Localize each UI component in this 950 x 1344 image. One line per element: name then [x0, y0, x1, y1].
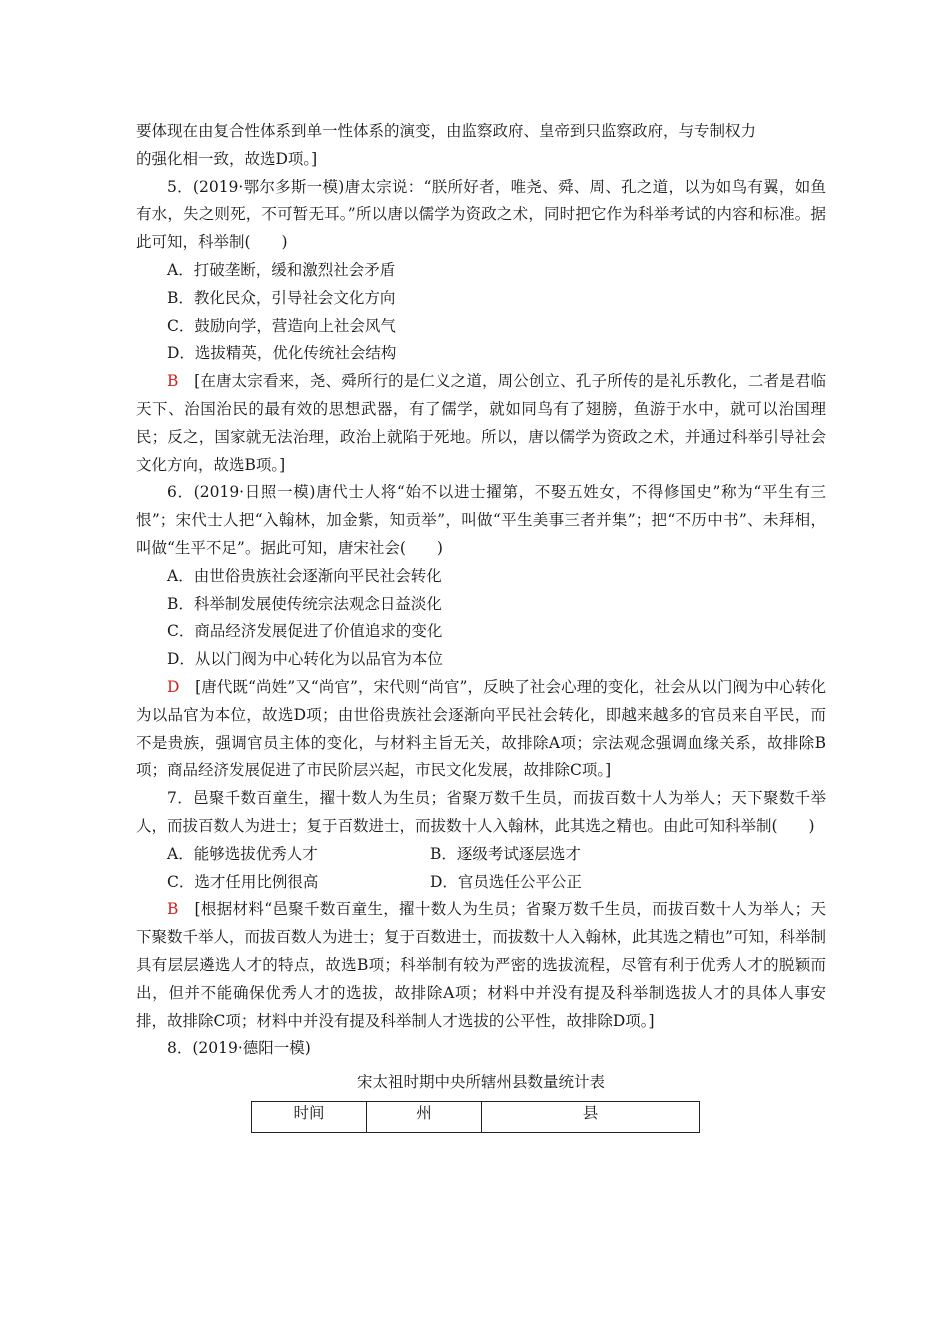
question-6-option-d: D．从以门阀为中心转化为以品官为本位 [167, 650, 443, 669]
question-6-explanation: [唐代既“尚姓”又“尚官”，宋代则“尚官”，反映了社会心理的变化，社会从以门阀为中心转化为以品官为本位，故选D项；由世俗贵族社会逐渐向平民社会转化，即越来越多的官员来自平民，而不是贵族，强调官员主体的变化，与材料主旨无关，故排除A项；宗法观念强调血缘关系，故排除B项；商品经济发展促进了市民阶层兴起，市民文化发展，故排除C项。] [136, 677, 826, 780]
question-6-answer [136, 674, 826, 785]
question-6-option-c: C．商品经济发展促进了价值追求的变化 [167, 622, 443, 641]
question-6-stem: 6．(2019·日照一模)唐代士人将“始不以进士擢第，不娶五姓女，不得修国史”称为“平生有三恨”；宋代士人把“入翰林，加金紫，知贡举”，叫做“平生美事三者并集”；把“不历中书”、未拜相，叫做“生平不足”。据此可知，唐宋社会( ) [136, 483, 826, 557]
header-county: 县 [482, 1101, 700, 1132]
question-5-option-b: B．教化民众，引导社会文化方向 [167, 288, 396, 307]
question-7-options-row-2 [136, 869, 826, 897]
question-7-explanation: [根据材料“邑聚千数百童生，擢十数人为生员；省聚万数千生员，而拔百数十人为举人；天下聚数千举人，而拔百数人为进士；复于百数进士，而拔数十人入翰林，此其选之精也”可知，科举制具有层层遴选人才的特点，故选B项；科举制有较为严密的选拔流程，尽管有利于优秀人才的脱颖而出，但并不能确保优秀人才的选拔，故排除A项；材料中并没有提及科举制选拔人才的具体人事安排，故排除C项；材料中并没有提及科举制人才选拔的公平性，故排除D项。] [136, 900, 826, 1030]
question-6-option-b: B．科举制发展使传统宗法观念日益淡化 [167, 594, 442, 613]
county-statistics-table [251, 1101, 700, 1133]
question-6-answer-letter: D [167, 677, 180, 696]
question-7-option-b: B．逐级考试逐层选才 [430, 844, 581, 863]
question-5-answer [136, 368, 826, 479]
question-7-answer-letter: B [167, 900, 179, 919]
question-7-option-c: C．选才任用比例很高 [167, 872, 319, 891]
question-5-option-d: D．选拔精英，优化传统社会结构 [167, 344, 397, 363]
table-title: 宋太祖时期中央所辖州县数量统计表 [356, 1073, 605, 1092]
question-6-option-a: A．由世俗贵族社会逐渐向平民社会转化 [167, 566, 442, 585]
question-5-answer-letter: B [167, 372, 179, 391]
header-time: 时间 [252, 1101, 367, 1132]
question-7-options-row-1 [136, 841, 826, 869]
intro-line-1: 要体现在由复合性体系到单一性体系的演变，由监察政府、皇帝到只监察政府，与专制权力 [136, 122, 757, 140]
header-prefecture: 州 [367, 1101, 482, 1132]
document-page [136, 118, 826, 1133]
intro-line-2: 的强化相一致，故选D项。] [136, 149, 318, 168]
question-7-option-d: D．官员选任公平公正 [430, 872, 582, 891]
question-7-stem: 7．邑聚千数百童生，擢十数人为生员；省聚万数千生员，而拔百数十人为举人；天下聚数千举人，而拔百数人为进士；复于百数进士，而拔数十人入翰林，此其选之精也。由此可知科举制( ) [136, 789, 826, 835]
question-8-stem: 8．(2019·德阳一模) [167, 1039, 311, 1058]
question-5-explanation: [在唐太宗看来，尧、舜所行的是仁义之道，周公创立、孔子所传的是礼乐教化，二者是君临天下、治国治民的最有效的思想武器，有了儒学，就如同鸟有了翅膀，鱼游于水中，就可以治国理民；反之，国家就无法治理，政治上就陷于死地。所以，唐以儒学为资政之术，并通过科举引导社会文化方向，故选B项。] [136, 372, 826, 474]
question-7-answer [136, 896, 826, 1035]
question-5-option-a: A．打破垄断，缓和激烈社会矛盾 [167, 260, 396, 279]
table-header-row [252, 1101, 700, 1132]
question-5-stem: 5．(2019·鄂尔多斯一模)唐太宗说：“朕所好者，唯尧、舜、周、孔之道，以为如鸟有翼，如鱼有水，失之则死，不可暂无耳。”所以唐以儒学为资政之术，同时把它作为科举考试的内容和标准。据此可知，科举制( ) [136, 177, 826, 252]
question-7-option-a: A．能够选拔优秀人才 [167, 844, 318, 863]
question-5-option-c: C．鼓励向学，营造向上社会风气 [167, 316, 396, 335]
